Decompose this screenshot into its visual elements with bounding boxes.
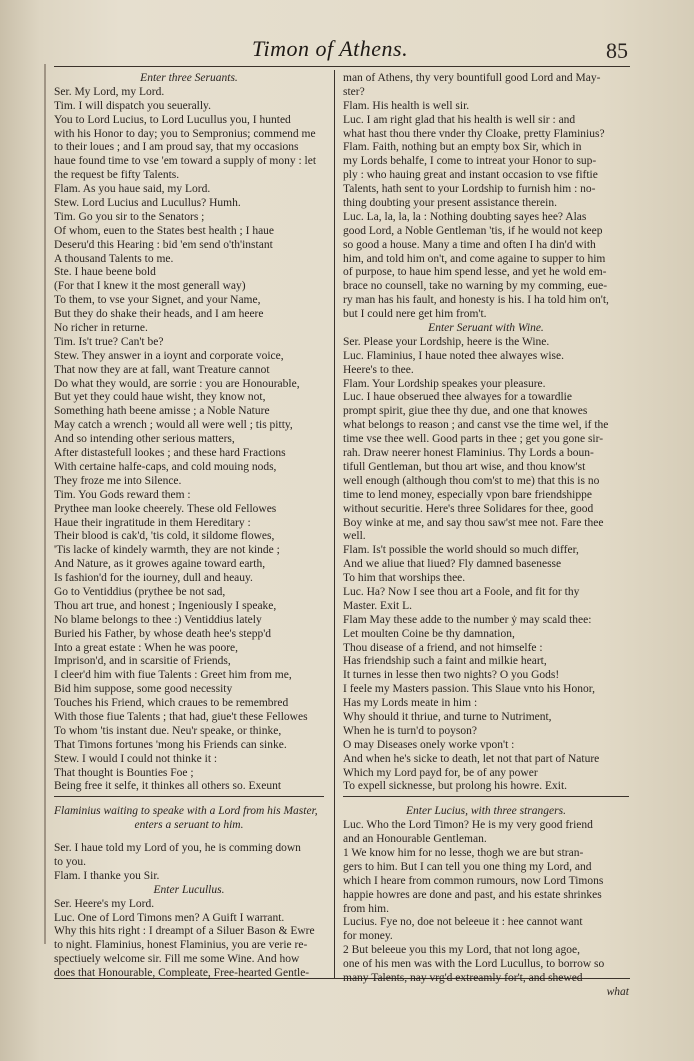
text-line: And so intending other serious matters, [54, 433, 235, 446]
text-line: Tim. Is't true? Can't be? [54, 335, 164, 348]
text-line: from him. [343, 902, 389, 915]
text-line: Their blood is cak'd, 'tis cold, it sildome flowes, [54, 530, 275, 543]
right-column [343, 72, 629, 1000]
text-line: ry man has his fault, and honesty is his. I ha told him on't, [343, 294, 609, 307]
text-line: spectiuely welcome sir. Fill me some Wine. And how [54, 953, 300, 966]
stage-direction: Enter Lucullus. [153, 883, 225, 896]
text-line: No blame belongs to thee :) Ventiddius lately [54, 613, 262, 626]
text-line: Talents, hath sent to your Lordship to furnish him : no- [343, 183, 596, 196]
text-line: gers to him. But I can tell you one thing my Lord, and [343, 860, 592, 873]
text-line: man of Athens, thy very bountifull good Lord and May- [343, 72, 601, 84]
text-line: time to lend money, especially vpon bare friendshippe [343, 488, 592, 501]
text-line: Tim. Go you sir to the Senators ; [54, 210, 205, 223]
text-line: Flam. His health is well sir. [343, 99, 470, 112]
text-line: one of his men was with the Lord Lucullus, to borrow so [343, 958, 605, 971]
line-gap [54, 833, 324, 842]
text-line: for money. [343, 930, 393, 943]
text-line: And Nature, as it growes againe toward earth, [54, 558, 266, 571]
text-line: does that Honourable, Compleate, Free-hearted Gentle- [54, 967, 310, 980]
text-line: and an Honourable Gentleman. [343, 833, 487, 846]
text-line: You to Lord Lucius, to Lord Lucullus you, I hunted [54, 113, 291, 126]
section-rule [54, 796, 324, 797]
text-line: I cleer'd him with fiue Talents : Greet him from me, [54, 669, 292, 682]
text-line: Luc. One of Lord Timons men? A Guift I warrant. [54, 911, 285, 924]
text-line: Why should it thriue, and turne to Nutriment, [343, 710, 552, 723]
text-line: of purpose, to haue him spend lesse, and yet he wold em- [343, 266, 607, 279]
text-line: To him that worships thee. [343, 572, 466, 585]
text-line: thing doubting your present assistance therein. [343, 197, 557, 210]
column-divider [334, 70, 335, 978]
text-line: Thou disease of a friend, and not himselfe : [343, 641, 543, 654]
text-line: well enough (although thou com'st to me) that this is no [343, 474, 600, 487]
text-line: Ser. I haue told my Lord of you, he is comming down [54, 842, 301, 855]
text-line: Tim. I will dispatch you seuerally. [54, 99, 211, 112]
text-line: Let moulten Coine be thy damnation, [343, 627, 515, 640]
text-line: Ste. I haue beene bold [54, 266, 156, 279]
text-line: Stew. I would I could not thinke it : [54, 752, 218, 765]
text-line: Do what they would, are sorrie : you are Honourable, [54, 377, 300, 390]
text-line: Boy winke at me, and say thou saw'st mee not. Fare thee [343, 516, 604, 529]
text-line: (For that I knew it the most generall way) [54, 280, 246, 293]
text-line: Flaminius waiting to speake with a Lord from his Master, [54, 805, 318, 818]
text-line: It turnes in lesse then two nights? O you Gods! [343, 669, 560, 682]
text-line: Heere's to thee. [343, 363, 414, 376]
section-rule [343, 796, 629, 797]
text-line: O may Diseases onely worke vpon't : [343, 738, 515, 751]
text-line: my Lords behalfe, I come to intreat your Honor to sup- [343, 155, 597, 168]
text-line: With certaine halfe-caps, and cold mouing nods, [54, 460, 277, 473]
stage-direction: Enter three Seruants. [140, 72, 238, 84]
text-line: Tim. You Gods reward them : [54, 488, 191, 501]
text-line: That Timons fortunes 'mong his Friends can sinke. [54, 738, 287, 751]
text-line: time vse thee well. Good parts in thee ; get you gone sir- [343, 433, 604, 446]
running-title: Timon of Athens. [252, 36, 409, 61]
text-line: Thou art true, and honest ; Ingeniously I speake, [54, 599, 277, 612]
text-line: 1 We know him for no lesse, thogh we are but stran- [343, 846, 584, 859]
text-line: Ser. Heere's my Lord. [54, 897, 155, 910]
text-line: Into a great estate : When he was poore, [54, 641, 239, 654]
text-line: brace no counsell, take no warning by my comming, eue- [343, 280, 608, 293]
text-line: Which my Lord payd for, be of any power [343, 766, 538, 779]
text-line: Bid him suppose, some good necessity [54, 683, 233, 696]
text-line: what belongs to reason ; and canst vse the time wel, if the [343, 419, 609, 432]
text-line: Has friendship such a faint and milkie heart, [343, 655, 547, 668]
text-line: Luc. La, la, la, la : Nothing doubting sayes hee? Alas [343, 210, 587, 223]
text-line: Stew. They answer in a ioynt and corporate voice, [54, 349, 284, 362]
text-line: And we aliue that liued? Fly damned basenesse [343, 558, 562, 571]
text-line: That thought is Bounties Foe ; [54, 766, 194, 779]
text-line: good Lord, a Noble Gentleman 'tis, if he would not keep [343, 224, 603, 237]
page-number: 85 [606, 38, 628, 63]
text-line: They froze me into Silence. [54, 474, 182, 487]
text-line: Flam. Is't possible the world should so much differ, [343, 544, 579, 557]
text-line: Something hath beene amisse ; a Noble Nature [54, 405, 270, 418]
text-line: Flam May these adde to the number ẏ may scald thee: [343, 613, 592, 626]
text-line: But yet they could haue wisht, they know not, [54, 391, 266, 404]
text-line: When he is turn'd to poyson? [343, 724, 477, 737]
text-line: Being free it selfe, it thinkes all others so. Exeunt [54, 780, 282, 793]
facing-page-bleed [0, 60, 44, 960]
stage-direction: Enter Seruant with Wine. [428, 322, 544, 335]
header-rule [54, 66, 630, 67]
text-line: Ser. My Lord, my Lord. [54, 85, 165, 98]
text-line: Stew. Lord Lucius and Lucullus? Humh. [54, 197, 241, 210]
text-line: 'Tis lacke of kindely warmth, they are not kinde ; [54, 544, 280, 557]
text-line: Of whom, euen to the States best health ; I haue [54, 224, 275, 237]
text-line: well. [343, 530, 366, 543]
text-line: I feele my Masters passion. This Slaue vnto his Honor, [343, 683, 595, 696]
text-line: with his Honor to day; you to Sempronius; commend me [54, 127, 316, 140]
text-line: so good a house. Many a time and often I ha din'd with [343, 238, 596, 251]
stage-direction: Enter Lucius, with three strangers. [406, 805, 566, 818]
text-line: tifull Gentleman, but thou art wise, and thou know'st [343, 460, 586, 473]
text-line: To expell sicknesse, but prolong his howre. Exit. [343, 780, 568, 793]
text-line: ply : who hauing great and instant occasion to vse fiftie [343, 169, 598, 182]
text-line: Is fashion'd for the iourney, dull and heauy. [54, 572, 253, 585]
text-line: happie howres are done and past, and his estate shrinkes [343, 888, 602, 901]
text-line: without securitie. Here's three Solidares for thee, good [343, 502, 594, 515]
text-line: Luc. I am right glad that his health is well sir : and [343, 113, 576, 126]
text-line: Why this hits right : I dreampt of a Siluer Bason & Ewre [54, 925, 315, 938]
text-line: Has my Lords meate in him : [343, 697, 478, 710]
text-line: but I could nere get him from't. [343, 308, 487, 321]
text-line: Go to Ventiddius (prythee be not sad, [54, 585, 226, 598]
text-line: 2 But beleeue you this my Lord, that not long agoe, [343, 944, 580, 957]
text-line: prompt spirit, giue thee thy due, and one that knowes [343, 405, 588, 418]
text-line: Master. Exit L. [343, 599, 412, 612]
text-line: And when he's sicke to death, let not that part of Nature [343, 752, 600, 765]
page-header [252, 36, 628, 68]
text-line: Luc. I haue obserued thee alwayes for a towardlie [343, 391, 572, 404]
text-line: Haue their ingratitude in them Hereditary : [54, 516, 251, 529]
text-line: ster? [343, 85, 365, 98]
text-line: That now they are at fall, want Treature cannot [54, 363, 270, 376]
text-line: Deseru'd this Hearing : bid 'em send o'th'instant [54, 238, 273, 251]
text-line: Imprison'd, and in scarsitie of Friends, [54, 655, 231, 668]
text-line: May catch a wrench ; would all were well ; tis pitty, [54, 419, 293, 432]
text-line: To whom 'tis instant due. Neu'r speake, or thinke, [54, 724, 282, 737]
text-line: to their loues ; and I am proud say, that my occasions [54, 141, 299, 154]
text-line: After distastefull lookes ; and these hard Fractions [54, 447, 286, 460]
text-line: to night. Flaminius, honest Flaminius, you are verie re- [54, 939, 308, 952]
text-line: what hast thou there vnder thy Cloake, pretty Flaminius? [343, 127, 605, 140]
text-line: many Talents, nay vrg'd extreamly for't, and shewed [343, 972, 583, 984]
text-line: to you. [54, 855, 86, 868]
text-line: Prythee man looke cheerely. These old Fellowes [54, 502, 277, 515]
text-line: Flam. Your Lordship speakes your pleasure. [343, 377, 546, 390]
text-line: what [606, 985, 629, 998]
text-line: Luc. Who the Lord Timon? He is my very good friend [343, 819, 593, 832]
text-line: To them, to vse your Signet, and your Name, [54, 294, 261, 307]
text-line: the request be fifty Talents. [54, 169, 180, 182]
text-line: No richer in returne. [54, 322, 148, 335]
text-line: rah. Draw neerer honest Flaminius. Thy Lords a boun- [343, 447, 594, 460]
text-line: Touches his Friend, which craues to be remembred [54, 697, 289, 710]
text-line: Flam. As you haue said, my Lord. [54, 183, 211, 196]
text-line: which I heare from common rumours, now Lord Timons [343, 874, 604, 887]
text-line: Ser. Please your Lordship, heere is the Wine. [343, 335, 550, 348]
text-line: Flam. I thanke you Sir. [54, 869, 160, 882]
text-line: Luc. Flaminius, I haue noted thee alwayes wise. [343, 349, 564, 362]
text-line: Lucius. Fye no, doe not beleeue it : hee cannot want [343, 916, 583, 929]
text-line: A thousand Talents to me. [54, 252, 174, 265]
text-line: But they do shake their heads, and I am heere [54, 308, 264, 321]
text-line: Buried his Father, by whose death hee's stepp'd [54, 627, 272, 640]
text-line: haue found time to vse 'em toward a supply of mony : let [54, 155, 317, 168]
text-line: With those fiue Talents ; that had, giue't these Fellowes [54, 710, 308, 723]
gutter-edge [44, 64, 46, 944]
left-column [54, 72, 324, 981]
text-line: him, and told him on't, and come againe to supper to him [343, 252, 606, 265]
text-line: Flam. Faith, nothing but an empty box Sir, which in [343, 141, 582, 154]
text-line: Luc. Ha? Now I see thou art a Foole, and fit for thy [343, 585, 580, 598]
stage-direction: enters a seruant to him. [134, 819, 244, 832]
